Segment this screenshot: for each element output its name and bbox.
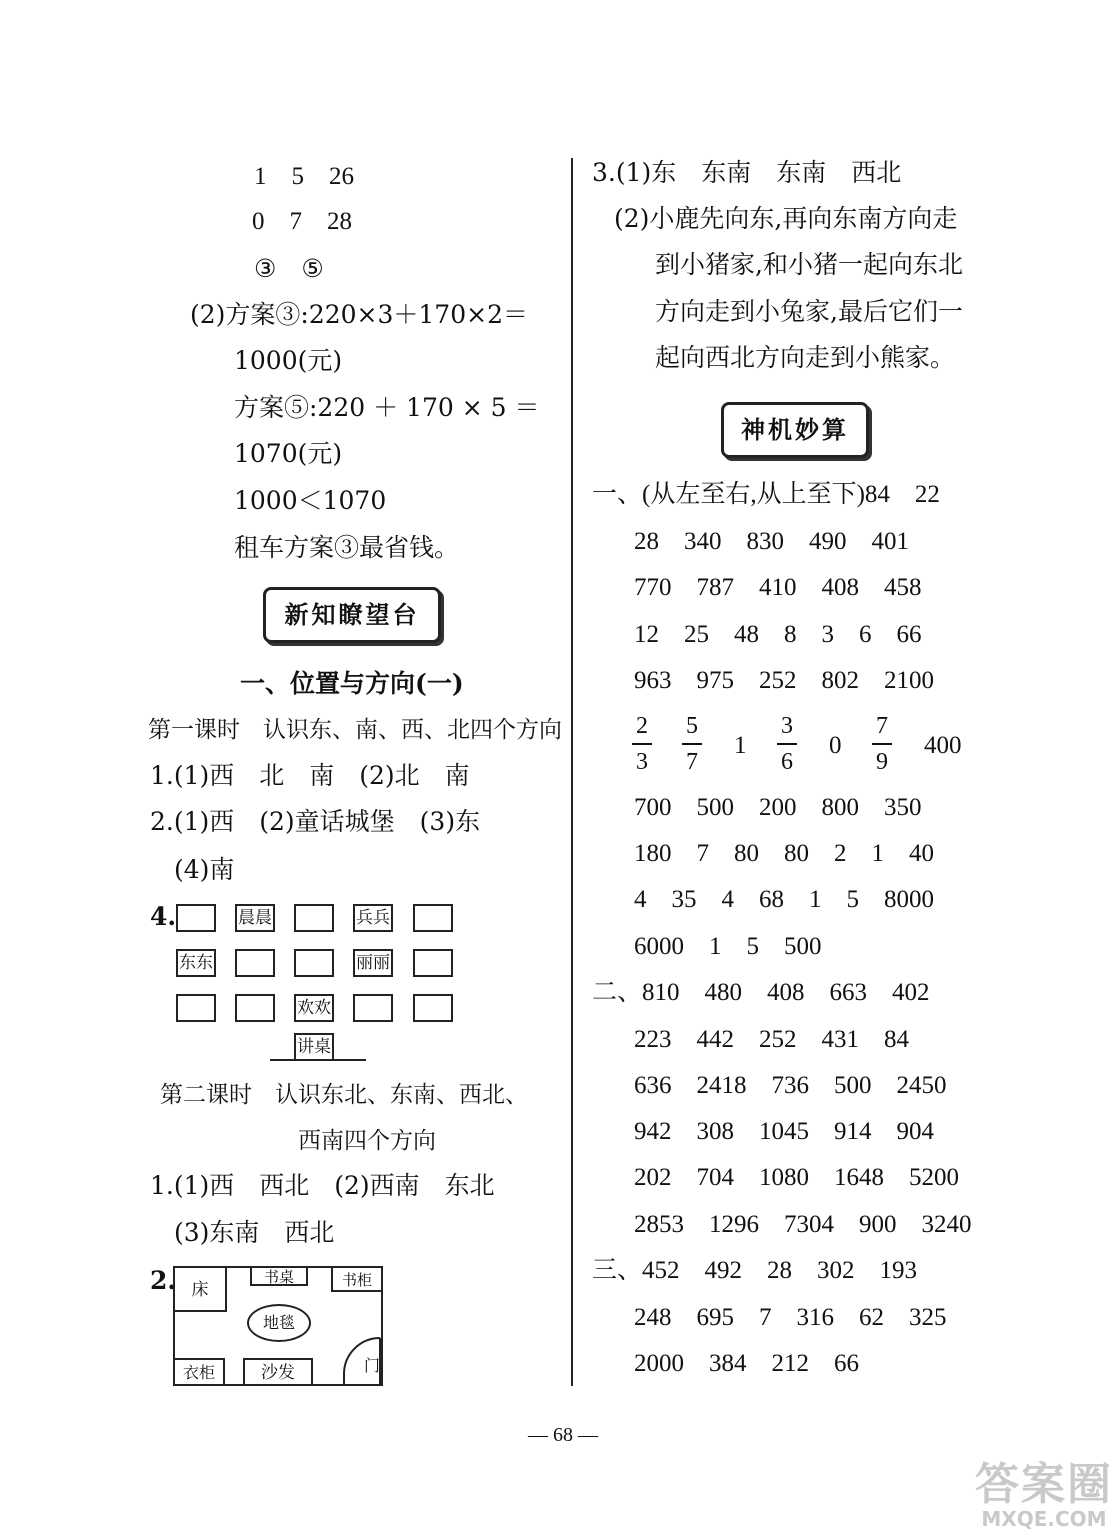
answer-line: 4 35 4 68 1 5 8000 xyxy=(634,886,935,913)
fraction xyxy=(632,712,652,776)
grid-cell: 东东 xyxy=(176,949,216,977)
answer-line: 租车方案③最省钱。 xyxy=(234,533,460,562)
answer-line: 636 2418 736 500 2450 xyxy=(634,1072,947,1099)
answer-line: 1 5 26 xyxy=(254,163,355,190)
answer-line: 一、(从左至右,从上至下)84 22 xyxy=(592,481,940,508)
lesson-heading: 西南四个方向 xyxy=(298,1128,436,1154)
grid-cell xyxy=(353,994,393,1022)
grid-cell xyxy=(235,949,275,977)
answer-line: 6000 1 5 500 xyxy=(634,933,822,960)
answer-line: 2853 1296 7304 900 3240 xyxy=(634,1211,972,1238)
numerator: 7 xyxy=(876,713,888,739)
answer-line: 方向走到小兔家,最后它们一 xyxy=(655,297,963,326)
carpet-ellipse: 地毯 xyxy=(247,1304,311,1342)
denominator: 7 xyxy=(686,749,698,775)
numerator: 5 xyxy=(686,713,698,739)
lesson-heading: 第一课时 认识东、南、西、北四个方向 xyxy=(148,717,562,743)
denominator: 6 xyxy=(781,749,793,775)
podium-cell: 讲桌 xyxy=(294,1033,334,1061)
answer-line: 28 340 830 490 401 xyxy=(634,528,910,555)
answer-line: 1000(元) xyxy=(234,346,343,375)
grid-cell xyxy=(413,994,453,1022)
answer-line: 1.(1)西 西北 (2)西南 东北 xyxy=(150,1171,495,1200)
answer-line: 2000 384 212 66 xyxy=(634,1350,860,1377)
answer-line: 1000＜1070 xyxy=(234,486,387,515)
sofa-box: 沙发 xyxy=(243,1358,313,1386)
grid-cell xyxy=(294,904,334,932)
desk-box: 书桌 xyxy=(250,1266,308,1286)
answer-line: (4)南 xyxy=(174,855,235,884)
numerator: 2 xyxy=(636,713,648,739)
grid-cell xyxy=(176,904,216,932)
answer-value: 400 xyxy=(924,732,962,759)
answer-line: 248 695 7 316 62 325 xyxy=(634,1304,947,1331)
answer-line: 三、452 492 28 302 193 xyxy=(592,1257,918,1284)
grid-cell xyxy=(413,949,453,977)
fraction xyxy=(682,712,702,776)
watermark-logo: 答案圈 MXQE.COM xyxy=(975,1459,1113,1531)
denominator: 3 xyxy=(636,749,648,775)
page-number: — 68 — xyxy=(528,1424,598,1446)
section-heading: 一、位置与方向(一) xyxy=(240,669,464,698)
answer-line: 二、810 480 408 663 402 xyxy=(592,979,930,1006)
answer-line: (2)方案③:220×3＋170×2＝ xyxy=(190,300,528,329)
answer-line: 942 308 1045 914 904 xyxy=(634,1118,935,1145)
answer-value: 0 xyxy=(829,732,842,759)
answer-value: 1 xyxy=(734,732,747,759)
column-divider xyxy=(571,158,573,1386)
answer-line: 2.(1)西 (2)童话城堡 (3)东 xyxy=(150,807,481,836)
section-box-title: 神机妙算 xyxy=(721,402,869,458)
answer-line: 1070(元) xyxy=(234,439,343,468)
question-number: 4. xyxy=(150,902,177,931)
denominator: 9 xyxy=(876,749,888,775)
bed-box: 床 xyxy=(173,1266,227,1312)
answer-line: 0 7 28 xyxy=(252,208,353,235)
grid-cell xyxy=(176,994,216,1022)
answer-line: 到小猪家,和小猪一起向东北 xyxy=(655,250,963,279)
answer-line: 1.(1)西 北 南 (2)北 南 xyxy=(150,761,470,790)
grid-cell: 丽丽 xyxy=(353,949,393,977)
answer-line: (3)东南 西北 xyxy=(174,1218,335,1247)
grid-cell xyxy=(235,994,275,1022)
wardrobe-box: 衣柜 xyxy=(173,1358,225,1386)
question-number: 2. xyxy=(150,1266,177,1295)
lesson-heading: 第二课时 认识东北、东南、西北、 xyxy=(160,1082,528,1108)
grid-cell xyxy=(294,949,334,977)
answer-line: 700 500 200 800 350 xyxy=(634,794,922,821)
podium-line xyxy=(270,1059,366,1061)
answer-line: 起向西北方向走到小熊家。 xyxy=(655,343,956,372)
fraction xyxy=(872,712,892,776)
answer-line: 202 704 1080 1648 5200 xyxy=(634,1164,960,1191)
grid-cell xyxy=(413,904,453,932)
answer-line: 方案⑤:220 ＋ 170 × 5 ＝ xyxy=(234,393,540,422)
answer-line: 963 975 252 802 2100 xyxy=(634,667,935,694)
answer-line: 770 787 410 408 458 xyxy=(634,574,922,601)
answer-line: ③ ⑤ xyxy=(254,254,324,283)
numerator: 3 xyxy=(781,713,793,739)
grid-cell: 欢欢 xyxy=(294,994,334,1022)
answer-line: (2)小鹿先向东,再向东南方向走 xyxy=(614,204,958,233)
grid-cell: 兵兵 xyxy=(353,904,393,932)
grid-cell: 晨晨 xyxy=(235,904,275,932)
door-label: 门 xyxy=(364,1356,381,1375)
fraction xyxy=(777,712,797,776)
section-box-title: 新知瞭望台 xyxy=(263,587,441,643)
answer-line: 180 7 80 80 2 1 40 xyxy=(634,840,935,867)
answer-line: 12 25 48 8 3 6 66 xyxy=(634,621,922,648)
answer-line: 3.(1)东 东南 东南 西北 xyxy=(592,158,902,187)
answer-line: 223 442 252 431 84 xyxy=(634,1026,910,1053)
bookcase-box: 书柜 xyxy=(331,1266,383,1292)
